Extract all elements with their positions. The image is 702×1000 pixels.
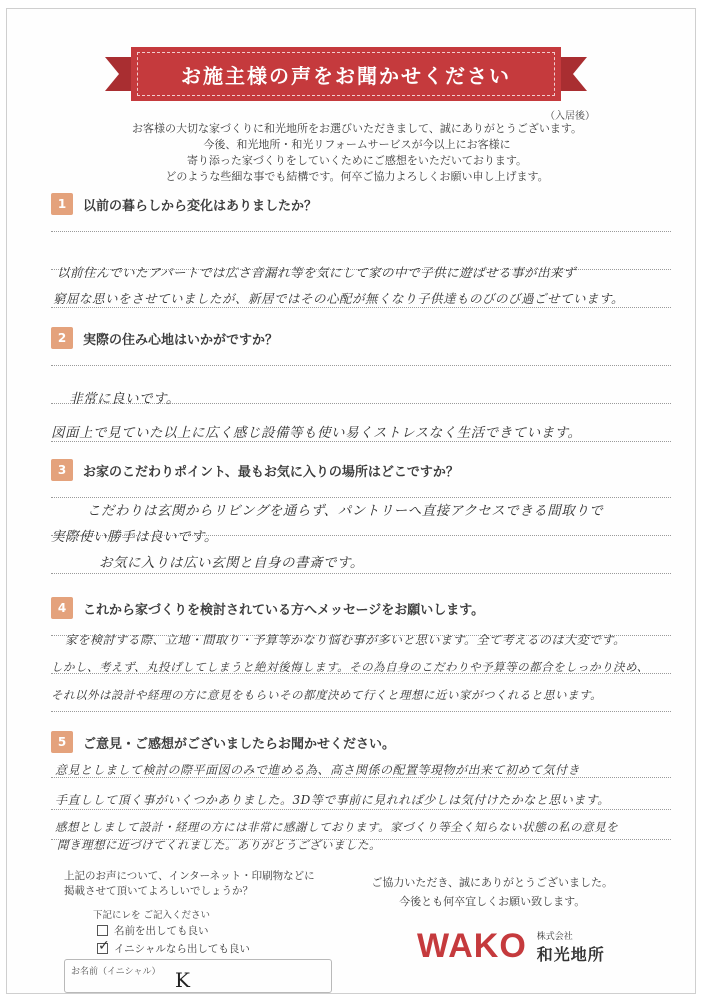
answer-line: 家を検討する際、立地・間取り・予算等かなり悩む事が多いと思います。全て考えるのは大変です。 [65,633,626,647]
logo-corp [537,929,605,965]
question-text: ご意見・ご感想がございましたらお聞かせください。 [83,736,396,752]
answer-line: 手直しして頂く事がいくつかありました。3D等で事前に見れれば少しは気付けたかなと思います。 [55,793,610,807]
answer-line: 実際使い勝手は良いです。 [51,529,218,545]
closing-line: ご協力いただき、誠にありがとうございました。 [371,876,613,889]
question-number: 3 [51,459,73,481]
question-number: 4 [51,597,73,619]
publish-line: 掲載させて頂いてよろしいでしょうか？ [64,885,253,897]
answer-rule [51,231,671,232]
question-2 [51,327,671,441]
answer-line: 聞き理想に近づけてくれました。ありがとうございました。 [57,838,381,852]
question-number: 2 [51,327,73,349]
answer-rule [51,307,671,308]
answer-line: 意見としまして検討の際平面図のみで進める為、高さ関係の配置等現物が出来て初めて気付き [55,763,581,777]
answer-rule [51,711,671,712]
mark-prompt: 下記にレを ご記入ください [93,910,211,921]
intro-line: お客様の大切な家づくりに和光地所をお選びいただきまして、誠にありがとうございます。 [132,122,582,135]
corp-name: 和光地所 [536,944,605,964]
question-header [51,193,671,215]
question-header [51,731,671,753]
answer-line: しかし、考えず、丸投げしてしまうと絶対後悔します。その為自身のこだわりや予算等の都合をしっかり決め、 [51,660,649,674]
closing-line: 今後とも何卒宜しくお願い致します。 [399,895,586,908]
option-label: イニシャルなら出しても良い [114,943,250,955]
initial-field[interactable] [64,959,332,993]
answer-line: お気に入りは広い玄関と自身の書斎です。 [99,555,364,571]
page-title: お施主様の声をお聞かせください [181,63,511,88]
check-mark: ✓ [98,938,110,954]
move-in-tag: （入居後） [545,111,595,122]
question-number: 5 [51,731,73,753]
intro-text [67,121,647,185]
answer-line: それ以外は設計や経理の方に意見をもらいその都度決めて行くと理想に近い家がつくれると思います。 [51,688,603,702]
question-1 [51,193,671,306]
answer-rule [51,441,671,442]
question-header [51,459,671,481]
initial-value: K [175,968,190,992]
corp-type: 株式会社 [536,931,573,942]
question-text: 以前の暮らしから変化はありましたか？ [83,198,318,214]
answer-rule [51,573,671,574]
answer-line: 窮屈な思いをさせていましたが、新居ではその心配が無くなり子供達ものびのび過ごせています。 [53,291,625,306]
answer-line: 非常に良いです。 [69,391,180,407]
company-logo [417,927,605,966]
checkbox-name[interactable] [97,925,108,936]
option-label: 名前を出しても良い [114,925,209,937]
question-text: お家のこだわりポイント、最もお気に入りの場所はどこですか？ [83,464,459,480]
answer-line: こだわりは玄関からリビングを通らず、パントリーへ直接アクセスできる間取りで [87,503,604,519]
intro-line: 寄り添った家づくりをしていくためにご感想をいただいております。 [186,154,528,167]
question-header [51,597,671,619]
title-banner-frame [137,52,555,96]
title-banner [131,47,561,101]
option-name-ok[interactable] [97,923,209,938]
closing-message [371,873,613,911]
answer-line: 以前住んでいたアパートでは広さ音漏れ等を気にして家の中で子供に遊ばせる事が出来ず [57,265,577,280]
option-initial-ok[interactable] [97,938,250,956]
question-header [51,327,671,349]
intro-line: どのような些細な事でも結構です。何卒ご協力よろしくお願い申し上げます。 [165,170,549,183]
publish-line: 上記のお声について、インターネット・印刷物などに [64,870,315,882]
logo-wordmark: WAKO [417,927,527,965]
survey-sheet [6,8,696,994]
question-4 [51,597,671,702]
checkbox-initial[interactable] [97,938,110,954]
question-5 [51,731,671,852]
answer-rule [51,365,671,366]
intro-line: 今後、和光地所・和光リフォームサービスが今以上にお客様に [203,138,511,151]
question-text: これから家づくりを検討されている方へメッセージをお願いします。 [83,602,485,618]
answer-line: 感想としまして設計・経理の方には非常に感謝しております。家づくり等全く知らない状態の私の意見を [55,820,619,834]
publish-question [64,869,315,899]
answer-line: 図面上で見ていた以上に広く感じ設備等も使い易くストレスなく生活できています。 [51,425,582,441]
answer-rule [51,809,671,810]
question-number: 1 [51,193,73,215]
question-text: 実際の住み心地はいかがですか？ [83,332,279,348]
initial-label: お名前（イニシャル） [71,967,161,977]
answer-rule [51,497,671,498]
question-3 [51,459,671,571]
